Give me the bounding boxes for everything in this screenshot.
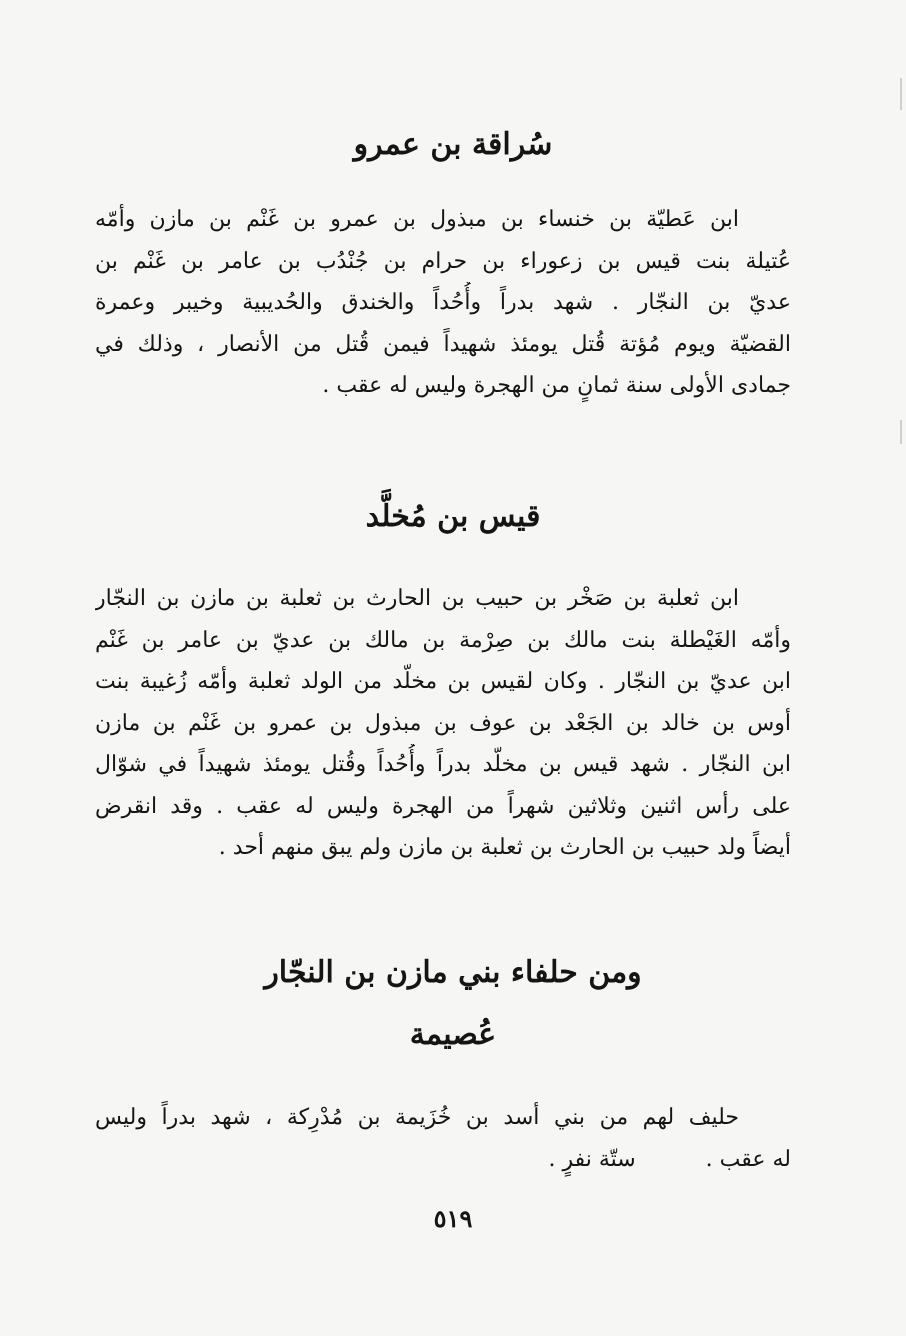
paragraph-usayma: [95, 1097, 791, 1180]
text-line: حليف لهم من بني أسد بن خُزَيمة بن مُدْرِكة ، شهد بدراً وليس: [95, 1105, 739, 1130]
section-subtitle-usayma: عُصيمة: [409, 1017, 497, 1052]
scan-edge-mark: [900, 420, 902, 444]
text-line: وأمّه الغَيْطلة بنت مالك بن صِرْمة بن مالك بن عديّ بن عامر بن غَنْم: [95, 627, 791, 653]
text-line: ابن عَطيّة بن خنساء بن مبذول بن عمرو بن غَنْم بن مازن وأمّه: [95, 207, 739, 232]
text-line: له عقب . ستّة نفرٍ .: [548, 1146, 791, 1172]
section-title-suraqa: سُراقة بن عمرو: [353, 127, 553, 162]
scan-edge-mark: [900, 78, 902, 110]
section-title-allies: ومن حلفاء بني مازن بن النجّار: [264, 955, 642, 990]
text-line: أيضاً ولد حبيب بن الحارث بن ثعلبة بن مازن ولم يبق منهم أحد .: [218, 835, 791, 860]
text-line: عُتيلة بنت قيس بن زعوراء بن حرام بن جُنْدُب بن عامر بن غَنْم بن: [95, 248, 791, 274]
text-line: القضيّة ويوم مُؤتة قُتل يومئذ شهيداً فيمن قُتل من الأنصار ، وذلك في: [95, 331, 791, 357]
page-number: ٥١٩: [433, 1204, 473, 1233]
text-line: ابن عديّ بن النجّار . وكان لقيس بن مخلّد من الولد ثعلبة وأمّه زُغيبة بنت: [95, 669, 791, 694]
text-line: جمادى الأولى سنة ثمانٍ من الهجرة وليس له عقب .: [322, 373, 791, 398]
text-line: ابن ثعلبة بن صَخْر بن حبيب بن الحارث بن ثعلبة بن مازن بن النجّار: [95, 586, 739, 611]
text-line: على رأس اثنين وثلاثين شهراً من الهجرة وليس له عقب . وقد انقرض: [95, 793, 791, 819]
text-line: ابن النجّار . شهد قيس بن مخلّد بدراً وأُحُداً وقُتل يومئذ شهيداً في شوّال: [95, 752, 791, 777]
text-line: عديّ بن النجّار . شهد بدراً وأُحُداً والخندق والحُديبية وخيبر وعمرة: [95, 290, 791, 315]
paragraph-qays: [95, 578, 791, 869]
section-title-qays: قيس بن مُخلَّد: [365, 499, 541, 534]
text-line: أوس بن خالد بن الجَعْد بن عوف بن مبذول بن عمرو بن غَنْم بن مازن: [95, 710, 791, 736]
paragraph-suraqa: [95, 199, 791, 407]
